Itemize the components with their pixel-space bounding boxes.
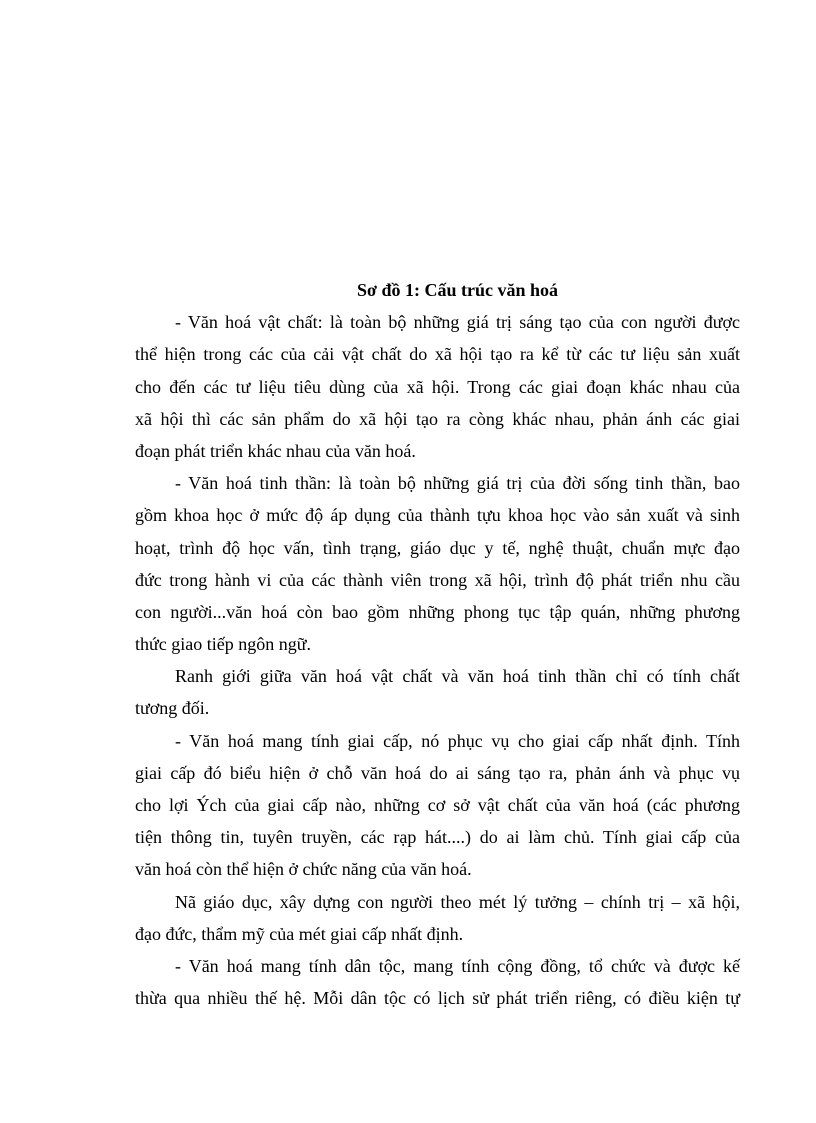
paragraph <box>135 950 740 1014</box>
text-line: Ranh giới giữa văn hoá vật chất và văn hoá tinh thần chỉ có tính chất <box>175 666 740 687</box>
text-line: con người...văn hoá còn bao gồm những phong tục tập quán, những phương <box>135 601 740 622</box>
text-line: đức trong hành vi của các thành viên trong xã hội, trình độ phát triển nhu cầu <box>135 569 740 590</box>
paragraph <box>135 725 740 886</box>
text-line: xã hội thì các sản phẩm do xã hội tạo ra còng khác nhau, phản ánh các giai <box>135 408 740 429</box>
diagram-caption: Sơ đồ 1: Cấu trúc văn hoá <box>357 280 558 300</box>
text-line: Nã giáo dục, xây dựng con người theo mét lý tưởng – chính trị – xã hội, <box>175 891 740 912</box>
text-line: thừa qua nhiều thế hệ. Mỗi dân tộc có lịch sử phát triển riêng, có điều kiện tự <box>135 988 740 1009</box>
document-body <box>135 306 740 1014</box>
text-line: văn hoá còn thể hiện ở chức năng của văn hoá. <box>135 859 472 880</box>
paragraph <box>135 660 740 724</box>
text-line: tiện thông tin, tuyên truyền, các rạp hát....) do ai làm chủ. Tính giai cấp của <box>135 827 740 848</box>
text-line: - Văn hoá vật chất: là toàn bộ những giá trị sáng tạo của con người được <box>175 312 740 333</box>
paragraph <box>135 886 740 950</box>
text-line: thức giao tiếp ngôn ngữ. <box>135 634 311 655</box>
text-line: thể hiện trong các của cải vật chất do xã hội tạo ra kể từ các tư liệu sản xuất <box>135 344 740 365</box>
paragraph <box>135 467 740 660</box>
text-line: giai cấp đó biểu hiện ở chỗ văn hoá do ai sáng tạo ra, phản ánh và phục vụ <box>135 762 740 783</box>
text-line: gồm khoa học ở mức độ áp dụng của thành tựu khoa học vào sản xuất và sinh <box>135 505 740 526</box>
text-line: - Văn hoá tinh thần: là toàn bộ những giá trị của đời sống tinh thần, bao <box>175 473 740 494</box>
document-page <box>135 274 740 1014</box>
text-line: cho lợi Ých của giai cấp nào, những cơ sở vật chất của văn hoá (các phương <box>135 795 740 815</box>
text-line: tương đối. <box>135 698 210 719</box>
text-line: đoạn phát triển khác nhau của văn hoá. <box>135 440 416 461</box>
text-line: cho đến các tư liệu tiêu dùng của xã hội. Trong các giai đoạn khác nhau của <box>135 376 740 397</box>
text-line: - Văn hoá mang tính dân tộc, mang tính cộng đồng, tổ chức và được kế <box>175 955 740 976</box>
text-line: đạo đức, thẩm mỹ của mét giai cấp nhất định. <box>135 923 464 944</box>
text-line: hoạt, trình độ học vấn, tình trạng, giáo dục y tế, nghệ thuật, chuẩn mực đạo <box>135 537 740 558</box>
paragraph <box>135 306 740 467</box>
text-line: - Văn hoá mang tính giai cấp, nó phục vụ cho giai cấp nhất định. Tính <box>175 730 740 751</box>
